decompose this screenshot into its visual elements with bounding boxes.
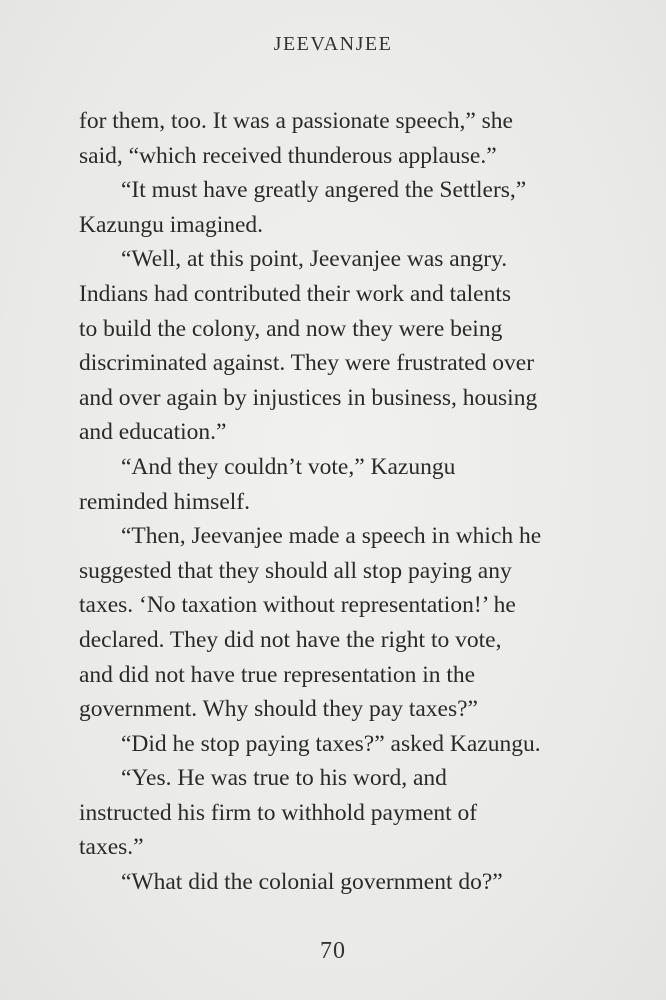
text-line: to build the colony, and now they were being (79, 315, 503, 342)
text-line: said, “which received thunderous applause.” (79, 142, 497, 169)
text-line: for them, too. It was a passionate speech,” she (79, 108, 513, 134)
page-number: 70 (320, 938, 346, 964)
text-line: and education.” (79, 419, 227, 446)
text-line: Indians had contributed their work and talents (79, 280, 512, 307)
text-line: taxes. ‘No taxation without representation!’ he (79, 592, 516, 619)
text-line: and over again by injustices in business, housing (79, 384, 538, 411)
running-head-title: JEEVANJEE (273, 33, 393, 55)
text-line: Kazungu imagined. (79, 211, 264, 238)
text-line: discriminated against. They were frustrated over (79, 350, 535, 377)
text-line: suggested that they should all stop paying any (79, 557, 512, 584)
text-line: “And they couldn’t vote,” Kazungu (121, 453, 456, 480)
text-line: “What did the colonial government do?” (121, 869, 503, 896)
text-line: taxes.” (79, 834, 144, 861)
text-line: and did not have true representation in the (79, 661, 476, 688)
text-line: “Well, at this point, Jeevanjee was angry. (121, 246, 508, 273)
text-line: “Did he stop paying taxes?” asked Kazungu. (121, 730, 541, 757)
text-line: “Then, Jeevanjee made a speech in which he (121, 523, 542, 550)
text-line: “It must have greatly angered the Settlers,” (121, 177, 527, 204)
text-line: reminded himself. (79, 488, 250, 515)
text-line: declared. They did not have the right to vote, (79, 626, 502, 653)
text-line: government. Why should they pay taxes?” (79, 696, 478, 723)
text-line: “Yes. He was true to his word, and (121, 765, 447, 792)
text-line: instructed his firm to withhold payment of (79, 799, 478, 826)
body-text (79, 104, 599, 900)
